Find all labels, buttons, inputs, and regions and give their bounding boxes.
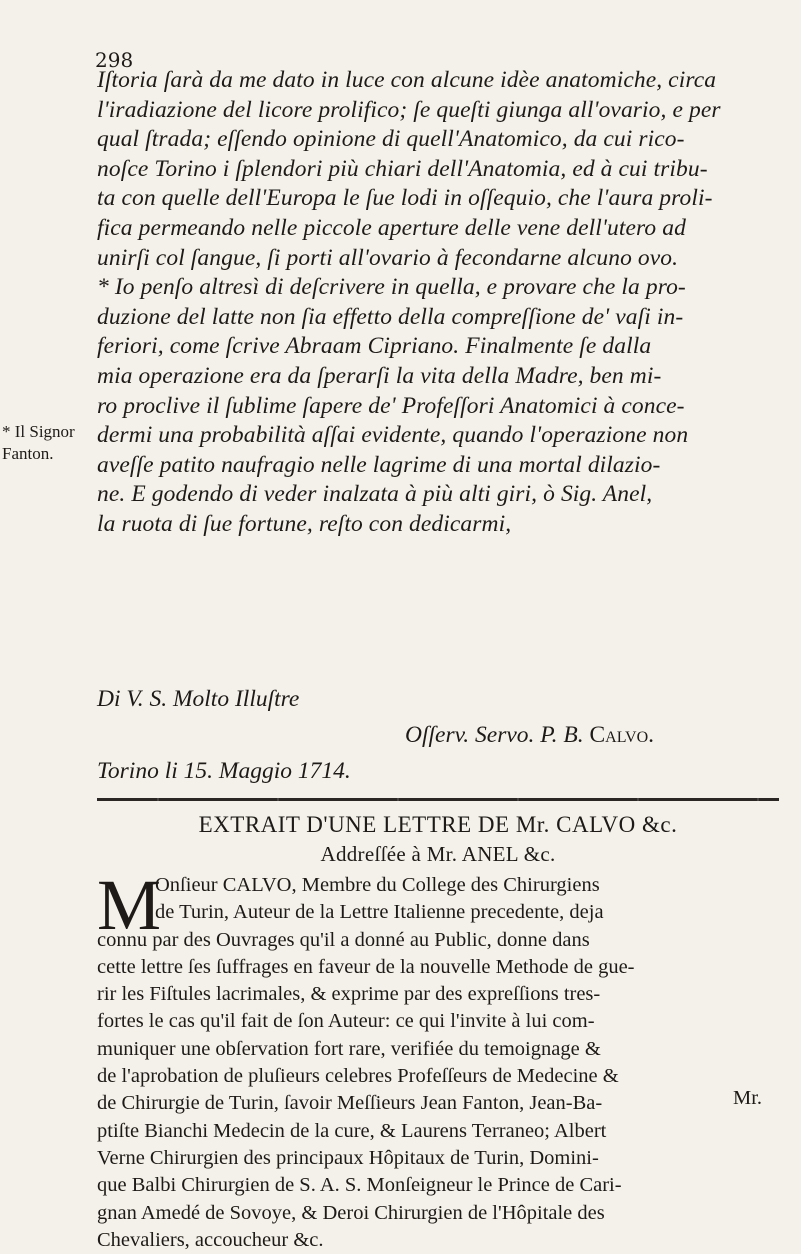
text-line: que Balbi Chirurgien de S. A. S. Monſeigneur le Prince de Cari-	[97, 1174, 622, 1197]
text-line: de Chirurgie de Turin, ſavoir Meſſieurs Jean Fanton, Jean-Ba-	[97, 1092, 603, 1115]
signature	[405, 722, 654, 749]
text-line: ro proclive il ſublime ſapere de' Profeſſori Anatomici à conce-	[97, 392, 685, 419]
page-number: 298	[95, 48, 134, 72]
text-line: muniquer une obſervation fort rare, verifiée du temoignage &	[97, 1037, 601, 1060]
text-line: Iſtoria ſarà da me dato in luce con alcune idèe anatomiche, circa	[97, 67, 717, 93]
text-line: de l'aprobation de pluſieurs celebres Profeſſeurs de Medecine &	[97, 1065, 619, 1088]
text-line: l'iradiazione del licore prolifico; ſe queſti giunga all'ovario, e per	[97, 96, 721, 123]
text-line: ta con quelle dell'Europa le ſue lodi in oſſequio, che l'aura proli-	[97, 185, 713, 212]
text-line: unirſi col ſangue, ſi porti all'ovario à fecondarne alcuno ovo.	[97, 244, 679, 271]
french-letter-text	[97, 865, 779, 1254]
text-line: duzione del latte non ſia effetto della compreſſione de' vaſi in-	[97, 303, 684, 330]
text-line: qual ſtrada; eſſendo opinione di quell'Anatomico, da cui rico-	[97, 126, 685, 153]
signature-name: Calvo.	[589, 722, 655, 748]
text-line: noſce Torino i ſplendori più chiari dell'Anatomia, ed à cui tribu-	[97, 155, 708, 182]
margin-note-line: Fanton.	[2, 444, 54, 463]
text-line: Chevaliers, accoucheur &c.	[97, 1228, 324, 1251]
salutation: Di V. S. Molto Illuſtre	[97, 686, 300, 712]
italian-letter-text	[97, 66, 777, 540]
text-line: ptiſte Bianchi Medecin de la cure, & Laurens Terraneo; Albert	[97, 1119, 607, 1142]
margin-note	[2, 421, 75, 465]
section-divider	[97, 798, 779, 801]
margin-note-line: * Il Signor	[2, 422, 75, 441]
text-line: connu par des Ouvrages qu'il a donné au Public, donne dans	[97, 928, 590, 951]
signature-prefix: Oſſerv. Servo. P. B.	[405, 722, 584, 748]
text-line: fica permeando nelle piccole aperture delle vene dell'utero ad	[97, 214, 686, 241]
text-line: de Turin, Auteur de la Lettre Italienne precedente, deja	[155, 901, 604, 924]
dateline: Torino li 15. Maggio 1714.	[97, 758, 351, 784]
text-line: aveſſe patito naufragio nelle lagrime di una mortal dilazio-	[97, 451, 661, 478]
text-line: * Io penſo altresì di deſcrivere in quella, e provare che la pro-	[97, 274, 686, 301]
section-heading: EXTRAIT D'UNE LETTRE DE Mr. CALVO &c.	[198, 812, 678, 837]
text-line: dermi una probabilità aſſai evidente, quando l'operazione non	[97, 422, 689, 449]
catchword: Mr.	[733, 1087, 763, 1109]
text-line: la ruota di ſue fortune, reſto con dedicarmi,	[97, 510, 512, 537]
text-line: gnan Amedé de Sovoye, & Deroi Chirurgien de l'Hôpitale des	[97, 1201, 605, 1224]
text-line: feriori, come ſcrive Abraam Cipriano. Finalmente ſe dalla	[97, 333, 652, 360]
section-subheading: Addreſſée à Mr. ANEL &c.	[320, 842, 556, 866]
drop-cap: M	[97, 865, 162, 945]
text-line: ne. E godendo di veder inalzata à più alti giri, ò Sig. Anel,	[97, 481, 653, 508]
text-line: Verne Chirurgien des principaux Hôpitaux de Turin, Domini-	[97, 1146, 599, 1169]
text-line: fortes le cas qu'il fait de ſon Auteur: ce qui l'invite à lui com-	[97, 1010, 595, 1033]
text-line: mia operazione era da ſperarſi la vita della Madre, ben mi-	[97, 362, 662, 389]
text-line: rir les Fiſtules lacrimales, & exprime par des expreſſions tres-	[97, 983, 601, 1006]
text-line: Onſieur CALVO, Membre du College des Chirurgiens	[155, 874, 600, 896]
text-line: cette lettre ſes ſuffrages en faveur de la nouvelle Methode de gue-	[97, 955, 635, 978]
